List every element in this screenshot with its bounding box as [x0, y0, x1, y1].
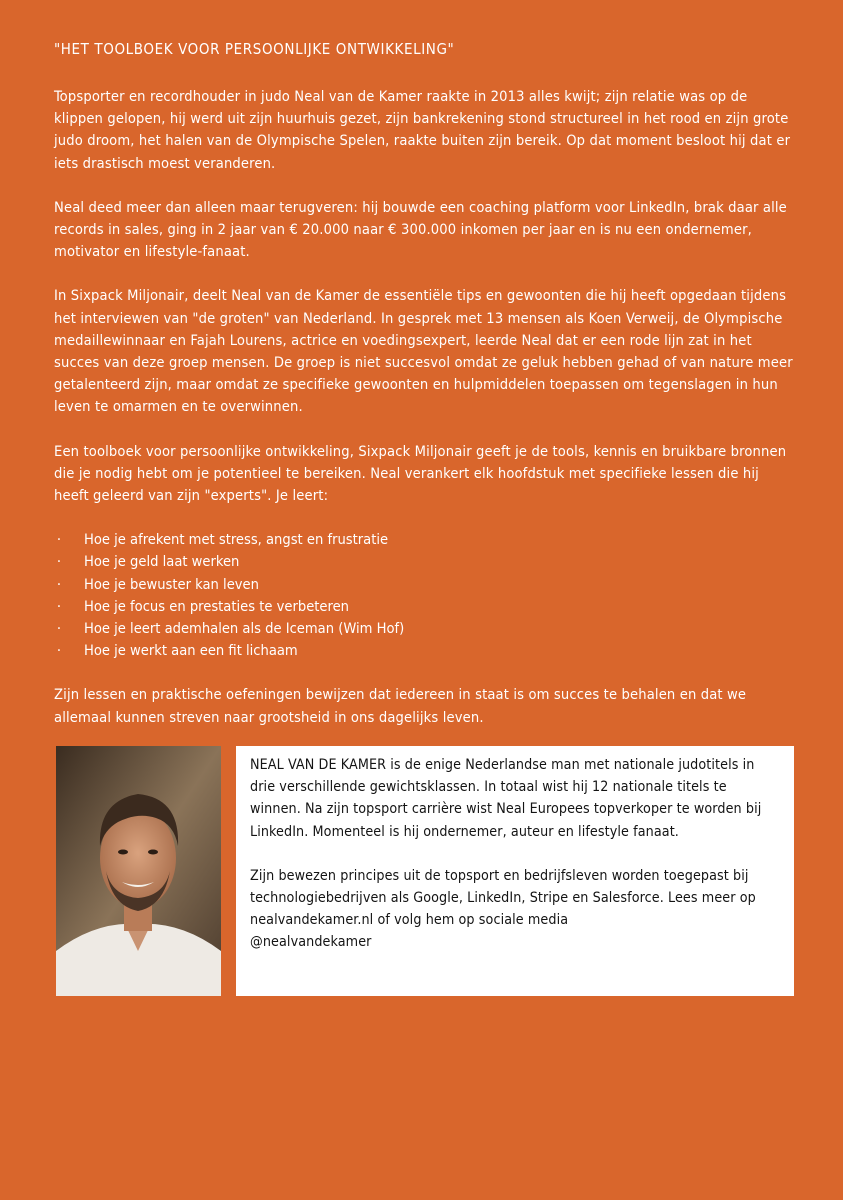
bullet-icon: ·	[56, 620, 62, 638]
paragraph-closing: Zijn lessen en praktische oefeningen bewijzen dat iedereen in staat is om succes te behalen en dat we allemaal kunnen streven naar grootsheid in ons dagelijks leven.	[54, 686, 747, 726]
author-photo	[56, 746, 221, 996]
author-bio	[236, 746, 794, 996]
paragraph-intro: Topsporter en recordhouder in judo Neal van de Kamer raakte in 2013 alles kwijt; zijn relatie was op de klippen gelopen, hij werd uit zijn huurhuis gezet, zijn bankrekening stond structureel in het rood en zijn grote judo droom, het halen van de Olympische Spelen, raakte buiten zijn bereik. Op dat moment besloot hij dat er iets drastisch moest veranderen.	[54, 88, 791, 172]
headline: "HET TOOLBOEK VOOR PERSOONLIJKE ONTWIKKELING"	[54, 40, 455, 58]
author-section	[56, 746, 794, 996]
bullet-icon: ·	[56, 575, 62, 593]
list-item: · Hoe je focus en prestaties te verbeteren	[54, 596, 794, 618]
paragraph-toolbook: Een toolboek voor persoonlijke ontwikkeling, Sixpack Miljonair geeft je de tools, kennis en bruikbare bronnen die je nodig hebt om je potentieel te bereiken. Neal verankert elk hoofdstuk met specifieke lessen die hij heeft geleerd van zijn "experts". Je leert:	[54, 442, 787, 505]
bullet-icon: ·	[56, 553, 62, 571]
paragraph-book: In Sixpack Miljonair, deelt Neal van de Kamer de essentiële tips en gewoonten die hij heeft opgedaan tijdens het interviewen van "de groten" van Nederland. In gesprek met 13 mensen als Koen Verweij, de Olympische medaillewinnaar en Fajah Lourens, actrice en voedingsexpert, leerde Neal dat er een rode lijn zat in het succes van deze groep mensen. De groep is niet succesvol omdat ze geluk hebben gehad of van nature meer getalenteerd zijn, maar omdat ze specifieke gewoonten en hulpmiddelen toepassen om tegenslagen in hun leven te omarmen en te overwinnen.	[54, 287, 793, 416]
social-handle: @nealvandekamer	[250, 934, 372, 951]
paragraph-career: Neal deed meer dan alleen maar terugveren: hij bouwde een coaching platform voor LinkedIn, brak daar alle records in sales, ging in 2 jaar van € 20.000 naar € 300.000 inkomen per jaar en is nu een ondernemer, motivator en lifestyle-fanaat.	[54, 198, 787, 261]
bullet-icon: ·	[56, 597, 62, 615]
author-name: NEAL VAN DE KAMER	[250, 757, 387, 773]
list-item: · Hoe je geld laat werken	[54, 551, 794, 573]
list-item: · Hoe je afrekent met stress, angst en frustratie	[54, 529, 794, 551]
list-item: · Hoe je leert ademhalen als de Iceman (Wim Hof)	[54, 618, 794, 640]
back-cover-text	[54, 38, 794, 751]
bio-paragraph-1: NEAL VAN DE KAMER is de enige Nederlandse man met nationale judotitels in drie verschillende gewichtsklassen. In totaal wist hij 12 nationale titels te winnen. Na zijn topsport carrière wist Neal Europees topverkoper te worden bij LinkedIn. Momenteel is hij ondernemer, auteur en lifestyle fanaat.	[250, 757, 762, 840]
bio-paragraph-2: Zijn bewezen principes uit de topsport en bedrijfsleven worden toegepast bij technologiebedrijven als Google, LinkedIn, Stripe en Salesforce. Lees meer op nealvandekamer.nl of volg hem op sociale media @nealvandekamer	[250, 867, 756, 951]
list-item: · Hoe je werkt aan een fit lichaam	[54, 640, 794, 662]
lessons-list	[54, 529, 794, 662]
list-item: · Hoe je bewuster kan leven	[54, 574, 794, 596]
bullet-icon: ·	[56, 531, 62, 549]
bullet-icon: ·	[56, 642, 62, 660]
